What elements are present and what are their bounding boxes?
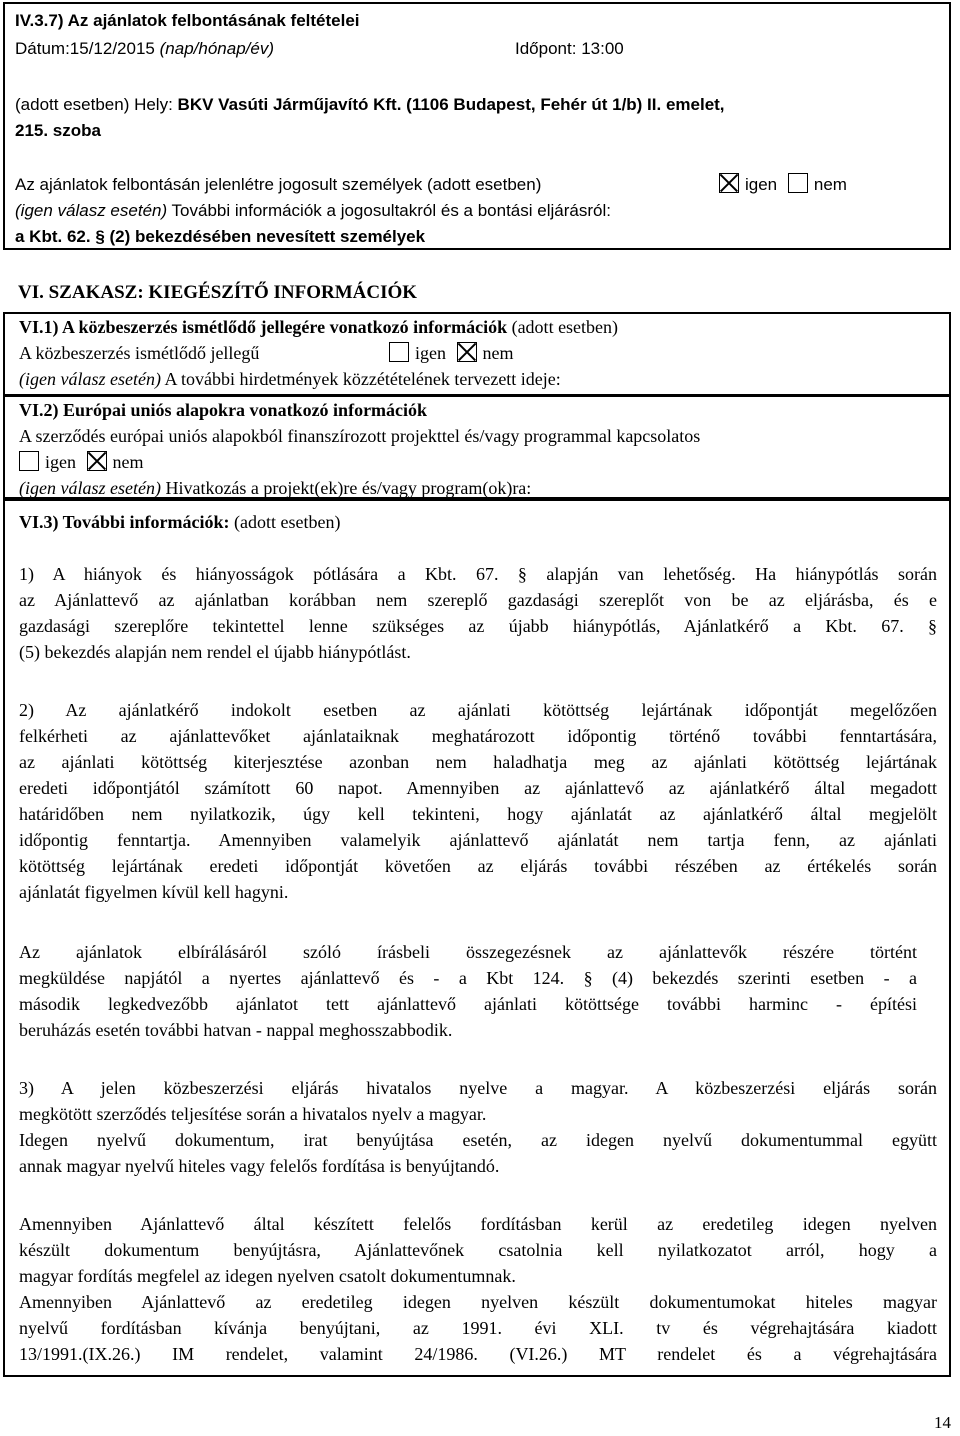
vi2-question: A szerződés európai uniós alapokból finanszírozott projekttel és/vagy programmal kapcsolatos [19, 426, 701, 446]
paragraph-line: beruházás esetén további hatvan - nappal meghosszabbodik. [19, 1020, 453, 1040]
nem-label: nem [482, 343, 514, 363]
persons-line [15, 172, 541, 198]
paragraph-line: készült dokumentum benyújtásra, Ajánlattevőnek csatolnia kell nyilatkozatot arról, hogy a [19, 1240, 937, 1260]
paragraph-line: 3) A jelen közbeszerzési eljárás hivatalos nyelve a magyar. A közbeszerzési eljárás során [19, 1078, 937, 1098]
vi2-box [3, 395, 951, 499]
paragraph-line: megkötött szerződés teljesítése során a hivatalos nyelv a magyar. [19, 1104, 487, 1124]
time-value: 13:00 [581, 39, 624, 58]
paragraph-line: határidőben nem nyilatkozik, úgy kell tekinteni, hogy ajánlatát az ajánlatkérő által megjelölt [19, 804, 937, 824]
paragraph-line: (5) bekezdés alapján nem rendel el újabb hiánypótlást. [19, 642, 411, 662]
persons-checkboxes [713, 172, 847, 198]
date-value: 15/12/2015 [69, 39, 155, 58]
info-italic: (igen válasz esetén) [15, 201, 168, 220]
vi1-box [3, 312, 951, 396]
place-line [15, 92, 725, 118]
checkbox-nem-unchecked[interactable] [788, 173, 808, 193]
persons-info-line [15, 198, 611, 224]
paragraph-line: eredeti időpontjától számított 60 napot. Amennyiben az ajánlattevő az ajánlatkérő által megadott [19, 778, 937, 798]
paragraph-line: Idegen nyelvű dokumentum, irat benyújtása esetén, az idegen nyelvű dokumentummal együtt [19, 1130, 937, 1150]
paragraph-line: az ajánlati kötöttség kiterjesztése azonban nem haladhatja meg az ajánlati kötöttség lejártának [19, 752, 937, 772]
persons-value-line: a Kbt. 62. § (2) bekezdésében nevesített személyek [15, 227, 426, 246]
checkbox-igen-unchecked[interactable] [19, 451, 39, 471]
persons-label: Az ajánlatok felbontásán jelenlétre jogosult személyek (adott esetben) [15, 175, 542, 194]
paragraph-line: Amennyiben Ajánlattevő által készített felelős fordításban kerül az eredetileg idegen nyelven [19, 1214, 937, 1234]
vi1-question: A közbeszerzés ismétlődő jellegű [19, 343, 260, 363]
vi3-title: VI.3) További információk: [19, 512, 230, 532]
place-value: BKV Vasúti Járműjavító Kft. (1106 Budapest, Fehér út 1/b) II. emelet, [177, 95, 725, 114]
vi1-info-line [19, 366, 561, 392]
vi1-checkboxes [383, 340, 514, 366]
vi1-italic: (igen válasz esetén) [19, 369, 161, 389]
checkbox-nem-checked[interactable] [87, 451, 107, 471]
persons-value-1: a Kbt. 62. [15, 227, 91, 246]
paragraph-line: gazdasági szereplőre tekintettel lenne szükséges az újabb hiánypótlás, Ajánlatkérő a Kbt. 67. § [19, 616, 937, 636]
vi3-paragraph-4 [19, 1075, 937, 1179]
paragraph-line: ajánlatát figyelmen kívül kell hagyni. [19, 882, 289, 902]
page-number: 14 [934, 1413, 951, 1432]
persons-value-2: (2) bekezdésében nevesített személyek [109, 227, 426, 246]
vi3-title-line [19, 509, 341, 535]
vi1-title-line [19, 314, 618, 340]
paragraph-line: megküldése napjától a nyertes ajánlattevő és - a Kbt 124. § (4) bekezdés szerinti esetben - a [19, 968, 917, 988]
igen-label: igen [45, 452, 76, 472]
checkbox-igen-checked[interactable] [719, 173, 739, 193]
paragraph-line: Amennyiben Ajánlattevő az eredetileg idegen nyelven készült dokumentumokat hiteles magyar [19, 1292, 937, 1312]
paragraph-line: időpontig fenntartja. Amennyiben valamelyik ajánlattevő ajánlatát nem tartja fenn, az ajánlati [19, 830, 937, 850]
vi3-box [3, 499, 951, 1377]
igen-label: igen [415, 343, 446, 363]
date-line [15, 36, 274, 62]
place-prefix: (adott esetben) Hely: [15, 95, 173, 114]
section-vi-heading: VI. SZAKASZ: KIEGÉSZÍTŐ INFORMÁCIÓK [18, 282, 418, 303]
vi2-info-line [19, 475, 531, 501]
place-value-line-2: 215. szoba [15, 121, 101, 140]
vi1-title-suffix: (adott esetben) [507, 317, 619, 337]
date-format: (nap/hónap/év) [159, 39, 274, 58]
paragraph-line: az Ajánlattevő az ajánlatban korábban nem szereplő gazdasági szereplőt von be az eljárásba, és e [19, 590, 937, 610]
paragraph-line: kötöttség lejártának eredeti időpontját követően az eljárás további részében az értékelés során [19, 856, 937, 876]
paragraph-line: 2) Az ajánlatkérő indokolt esetben az ajánlati kötöttség lejártának időpontját megelőzően [19, 700, 937, 720]
vi3-paragraph-3 [19, 939, 917, 1043]
checkbox-nem-checked[interactable] [457, 342, 477, 362]
paragraph-line: második legkedvezőbb ajánlatot tett ajánlattevő ajánlati kötöttsége további harminc - építési [19, 994, 917, 1014]
vi1-title: VI.1) A közbeszerzés ismétlődő jellegére vonatkozó információk [19, 317, 508, 337]
vi1-question-line [19, 340, 259, 366]
date-label: Dátum: [15, 39, 70, 58]
vi2-checkboxes [13, 449, 144, 475]
paragraph-line: magyar fordítás megfelel az idegen nyelven csatolt dokumentumnak. [19, 1266, 516, 1286]
paragraph-line: nyelvű fordításban kívánja benyújtani, az 1991. évi XLI. tv és végrehajtására kiadott [19, 1318, 937, 1338]
vi1-text: A további hirdetmények közzétételének tervezett ideje: [160, 369, 561, 389]
vi2-text: Hivatkozás a projekt(ek)re és/vagy program(ok)ra: [160, 478, 532, 498]
vi3-title-suffix: (adott esetben) [229, 512, 341, 532]
vi3-paragraph-5 [19, 1211, 937, 1367]
paragraph-line: 13/1991.(IX.26.) IM rendelet, valamint 24/1986. (VI.26.) MT rendelet és a végrehajtására [19, 1344, 937, 1364]
vi3-paragraph-2 [19, 697, 937, 905]
section-heading-iv37: IV.3.7) Az ajánlatok felbontásának feltételei [15, 11, 360, 30]
vi2-italic: (igen válasz esetén) [19, 478, 161, 498]
time-line [515, 36, 624, 62]
paragraph-line: felkérheti az ajánlattevőket ajánlataiknak meghatározott időpontig történő további fenntartására, [19, 726, 937, 746]
opening-conditions-box [3, 2, 951, 250]
nem-label: nem [112, 452, 144, 472]
paragraph-line: Az ajánlatok elbírálásáról szóló írásbeli összegezésnek az ajánlattevők részére történt [19, 942, 917, 962]
time-label: Időpont: [515, 39, 577, 58]
info-text: További információk a jogosultakról és a bontási eljárásról: [167, 201, 611, 220]
vi3-paragraph-1 [19, 561, 937, 665]
igen-label: igen [745, 175, 778, 194]
paragraph-line: 1) A hiányok és hiányosságok pótlására a Kbt. 67. § alapján van lehetőség. Ha hiánypótlás során [19, 564, 937, 584]
nem-label: nem [813, 175, 847, 194]
checkbox-igen-unchecked[interactable] [389, 342, 409, 362]
vi2-title: VI.2) Európai uniós alapokra vonatkozó információk [19, 400, 428, 420]
paragraph-line: annak magyar nyelvű hiteles vagy felelős fordítása is benyújtandó. [19, 1156, 500, 1176]
